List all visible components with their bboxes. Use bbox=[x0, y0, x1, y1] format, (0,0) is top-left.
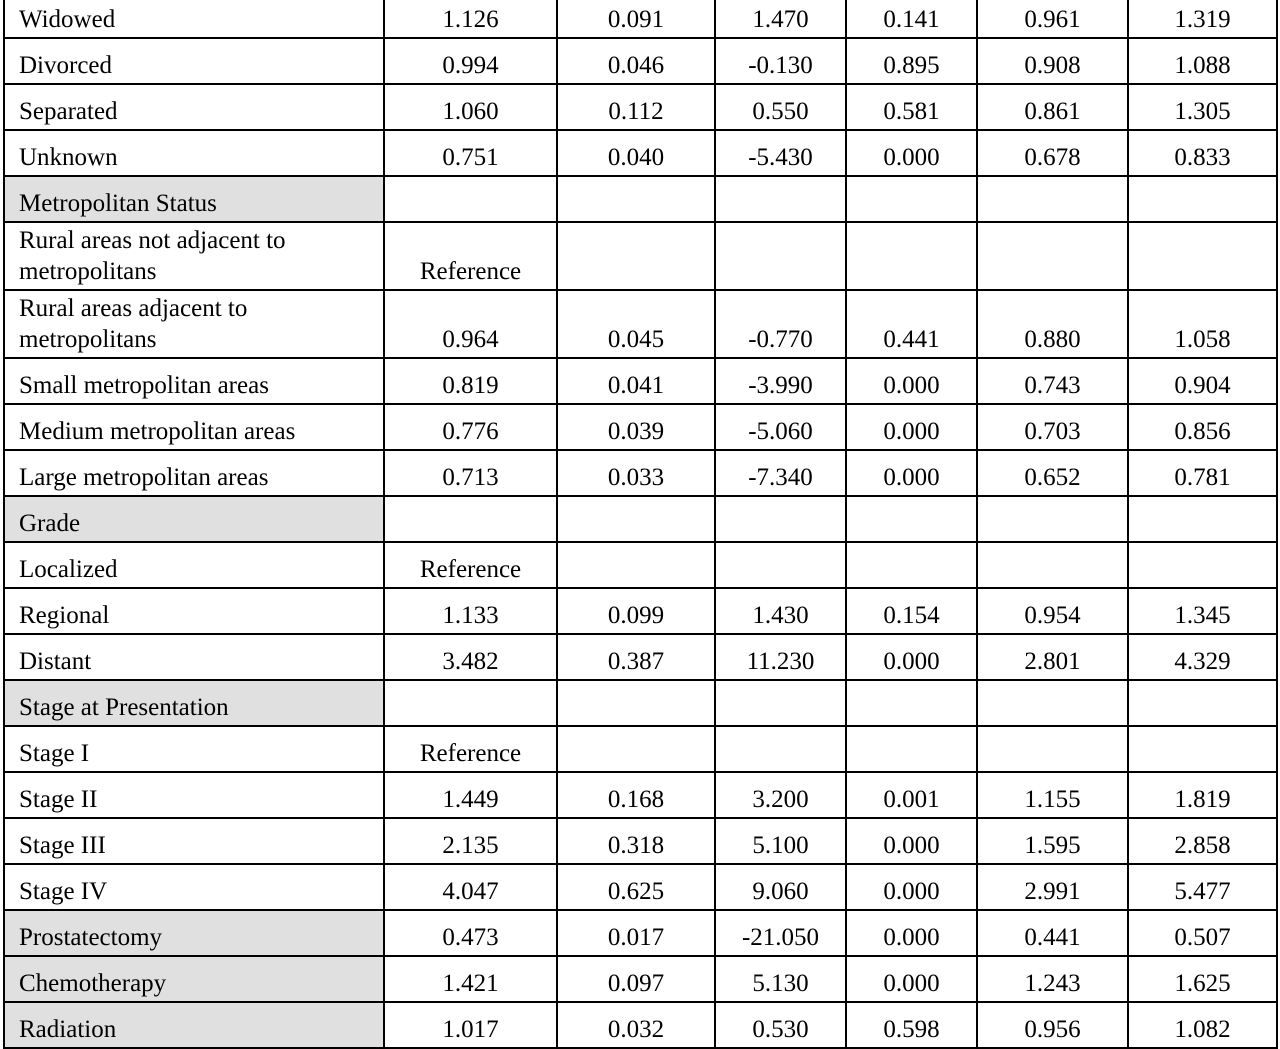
p-value-cell bbox=[846, 496, 977, 542]
regression-table-body bbox=[4, 0, 1277, 1048]
ci-upper-cell: 1.305 bbox=[1128, 84, 1277, 130]
std-err-cell: 0.039 bbox=[557, 404, 715, 450]
z-cell: 3.200 bbox=[715, 772, 846, 818]
z-cell: -3.990 bbox=[715, 358, 846, 404]
std-err-cell bbox=[557, 542, 715, 588]
row-label: Divorced bbox=[4, 38, 384, 84]
table-row bbox=[4, 130, 1277, 176]
std-err-cell: 0.017 bbox=[557, 910, 715, 956]
p-value-cell bbox=[846, 542, 977, 588]
ci-upper-cell: 1.082 bbox=[1128, 1002, 1277, 1048]
p-value-cell: 0.000 bbox=[846, 910, 977, 956]
std-err-cell bbox=[557, 680, 715, 726]
z-cell: -21.050 bbox=[715, 910, 846, 956]
odds-ratio-cell: 1.126 bbox=[384, 0, 557, 38]
odds-ratio-cell: 3.482 bbox=[384, 634, 557, 680]
p-value-cell: 0.441 bbox=[846, 290, 977, 358]
p-value-cell: 0.000 bbox=[846, 864, 977, 910]
p-value-cell: 0.581 bbox=[846, 84, 977, 130]
ci-lower-cell: 0.956 bbox=[977, 1002, 1128, 1048]
ci-upper-cell bbox=[1128, 726, 1277, 772]
std-err-cell: 0.040 bbox=[557, 130, 715, 176]
std-err-cell: 0.032 bbox=[557, 1002, 715, 1048]
z-cell: 11.230 bbox=[715, 634, 846, 680]
row-label: Rural areas adjacent to metropolitans bbox=[4, 290, 384, 358]
odds-ratio-cell bbox=[384, 176, 557, 222]
ci-lower-cell: 2.991 bbox=[977, 864, 1128, 910]
ci-upper-cell: 1.819 bbox=[1128, 772, 1277, 818]
ci-lower-cell: 0.908 bbox=[977, 38, 1128, 84]
p-value-cell: 0.000 bbox=[846, 450, 977, 496]
row-label: Stage IV bbox=[4, 864, 384, 910]
row-label: Small metropolitan areas bbox=[4, 358, 384, 404]
ci-lower-cell: 0.880 bbox=[977, 290, 1128, 358]
p-value-cell: 0.000 bbox=[846, 130, 977, 176]
std-err-cell: 0.168 bbox=[557, 772, 715, 818]
ci-upper-cell: 4.329 bbox=[1128, 634, 1277, 680]
z-cell bbox=[715, 222, 846, 290]
p-value-cell: 0.141 bbox=[846, 0, 977, 38]
row-label: Medium metropolitan areas bbox=[4, 404, 384, 450]
odds-ratio-cell: Reference bbox=[384, 542, 557, 588]
section-label: Chemotherapy bbox=[4, 956, 384, 1002]
row-label: Stage I bbox=[4, 726, 384, 772]
z-cell bbox=[715, 726, 846, 772]
std-err-cell: 0.097 bbox=[557, 956, 715, 1002]
odds-ratio-cell bbox=[384, 496, 557, 542]
row-label: Large metropolitan areas bbox=[4, 450, 384, 496]
ci-lower-cell bbox=[977, 542, 1128, 588]
z-cell: 9.060 bbox=[715, 864, 846, 910]
p-value-cell bbox=[846, 680, 977, 726]
std-err-cell: 0.099 bbox=[557, 588, 715, 634]
ci-upper-cell: 2.858 bbox=[1128, 818, 1277, 864]
std-err-cell: 0.046 bbox=[557, 38, 715, 84]
row-label: Localized bbox=[4, 542, 384, 588]
odds-ratio-cell: 1.133 bbox=[384, 588, 557, 634]
p-value-cell: 0.598 bbox=[846, 1002, 977, 1048]
odds-ratio-cell: 0.473 bbox=[384, 910, 557, 956]
table-row bbox=[4, 358, 1277, 404]
row-label: Rural areas not adjacent to metropolitans bbox=[4, 222, 384, 290]
section-label: Radiation bbox=[4, 1002, 384, 1048]
ci-upper-cell: 0.833 bbox=[1128, 130, 1277, 176]
std-err-cell bbox=[557, 726, 715, 772]
z-cell: -5.060 bbox=[715, 404, 846, 450]
ci-upper-cell: 0.507 bbox=[1128, 910, 1277, 956]
table-row bbox=[4, 222, 1277, 290]
ci-upper-cell: 1.625 bbox=[1128, 956, 1277, 1002]
table-row bbox=[4, 588, 1277, 634]
std-err-cell: 0.041 bbox=[557, 358, 715, 404]
odds-ratio-cell: 0.713 bbox=[384, 450, 557, 496]
p-value-cell bbox=[846, 176, 977, 222]
p-value-cell: 0.000 bbox=[846, 634, 977, 680]
row-label: Distant bbox=[4, 634, 384, 680]
ci-lower-cell: 0.961 bbox=[977, 0, 1128, 38]
p-value-cell bbox=[846, 222, 977, 290]
z-cell: 1.470 bbox=[715, 0, 846, 38]
std-err-cell: 0.625 bbox=[557, 864, 715, 910]
ci-lower-cell: 0.441 bbox=[977, 910, 1128, 956]
section-header-row bbox=[4, 910, 1277, 956]
ci-upper-cell: 5.477 bbox=[1128, 864, 1277, 910]
ci-lower-cell: 1.595 bbox=[977, 818, 1128, 864]
section-header-row bbox=[4, 176, 1277, 222]
ci-lower-cell bbox=[977, 496, 1128, 542]
p-value-cell: 0.895 bbox=[846, 38, 977, 84]
z-cell: 5.130 bbox=[715, 956, 846, 1002]
section-header-row bbox=[4, 680, 1277, 726]
std-err-cell: 0.045 bbox=[557, 290, 715, 358]
odds-ratio-cell: 0.776 bbox=[384, 404, 557, 450]
p-value-cell: 0.000 bbox=[846, 818, 977, 864]
odds-ratio-cell: Reference bbox=[384, 222, 557, 290]
table-row bbox=[4, 542, 1277, 588]
p-value-cell: 0.154 bbox=[846, 588, 977, 634]
ci-upper-cell bbox=[1128, 222, 1277, 290]
z-cell: 5.100 bbox=[715, 818, 846, 864]
ci-lower-cell bbox=[977, 726, 1128, 772]
ci-lower-cell bbox=[977, 680, 1128, 726]
ci-lower-cell: 0.703 bbox=[977, 404, 1128, 450]
odds-ratio-cell: 1.421 bbox=[384, 956, 557, 1002]
table-row bbox=[4, 772, 1277, 818]
std-err-cell bbox=[557, 176, 715, 222]
odds-ratio-cell: 1.060 bbox=[384, 84, 557, 130]
section-label: Stage at Presentation bbox=[4, 680, 384, 726]
section-label: Metropolitan Status bbox=[4, 176, 384, 222]
ci-upper-cell: 0.904 bbox=[1128, 358, 1277, 404]
std-err-cell bbox=[557, 222, 715, 290]
row-label: Stage II bbox=[4, 772, 384, 818]
ci-lower-cell: 1.243 bbox=[977, 956, 1128, 1002]
table-row bbox=[4, 84, 1277, 130]
z-cell: -5.430 bbox=[715, 130, 846, 176]
odds-ratio-cell: 2.135 bbox=[384, 818, 557, 864]
ci-lower-cell: 0.954 bbox=[977, 588, 1128, 634]
odds-ratio-cell: 1.449 bbox=[384, 772, 557, 818]
ci-lower-cell: 1.155 bbox=[977, 772, 1128, 818]
table-row bbox=[4, 864, 1277, 910]
std-err-cell: 0.318 bbox=[557, 818, 715, 864]
std-err-cell: 0.387 bbox=[557, 634, 715, 680]
p-value-cell: 0.000 bbox=[846, 358, 977, 404]
table-row bbox=[4, 38, 1277, 84]
ci-upper-cell bbox=[1128, 680, 1277, 726]
odds-ratio-cell: 0.994 bbox=[384, 38, 557, 84]
p-value-cell: 0.001 bbox=[846, 772, 977, 818]
ci-lower-cell: 0.743 bbox=[977, 358, 1128, 404]
section-header-row bbox=[4, 496, 1277, 542]
row-label: Widowed bbox=[4, 0, 384, 38]
ci-lower-cell: 0.861 bbox=[977, 84, 1128, 130]
table-row bbox=[4, 0, 1277, 38]
ci-lower-cell: 0.652 bbox=[977, 450, 1128, 496]
p-value-cell: 0.000 bbox=[846, 956, 977, 1002]
table-row bbox=[4, 404, 1277, 450]
z-cell: -7.340 bbox=[715, 450, 846, 496]
std-err-cell: 0.112 bbox=[557, 84, 715, 130]
z-cell: 0.530 bbox=[715, 1002, 846, 1048]
regression-table bbox=[3, 0, 1278, 1049]
z-cell: -0.770 bbox=[715, 290, 846, 358]
row-label: Regional bbox=[4, 588, 384, 634]
ci-lower-cell bbox=[977, 176, 1128, 222]
odds-ratio-cell: 0.819 bbox=[384, 358, 557, 404]
z-cell bbox=[715, 496, 846, 542]
z-cell bbox=[715, 176, 846, 222]
std-err-cell bbox=[557, 496, 715, 542]
ci-lower-cell bbox=[977, 222, 1128, 290]
odds-ratio-cell bbox=[384, 680, 557, 726]
ci-upper-cell: 0.781 bbox=[1128, 450, 1277, 496]
std-err-cell: 0.033 bbox=[557, 450, 715, 496]
section-header-row bbox=[4, 1002, 1277, 1048]
ci-upper-cell: 1.345 bbox=[1128, 588, 1277, 634]
z-cell bbox=[715, 542, 846, 588]
row-label: Stage III bbox=[4, 818, 384, 864]
z-cell: 1.430 bbox=[715, 588, 846, 634]
row-label: Unknown bbox=[4, 130, 384, 176]
z-cell: -0.130 bbox=[715, 38, 846, 84]
ci-upper-cell: 0.856 bbox=[1128, 404, 1277, 450]
p-value-cell: 0.000 bbox=[846, 404, 977, 450]
std-err-cell: 0.091 bbox=[557, 0, 715, 38]
odds-ratio-cell: Reference bbox=[384, 726, 557, 772]
odds-ratio-cell: 4.047 bbox=[384, 864, 557, 910]
odds-ratio-cell: 1.017 bbox=[384, 1002, 557, 1048]
ci-upper-cell bbox=[1128, 496, 1277, 542]
table-row bbox=[4, 290, 1277, 358]
ci-lower-cell: 0.678 bbox=[977, 130, 1128, 176]
row-label: Separated bbox=[4, 84, 384, 130]
p-value-cell bbox=[846, 726, 977, 772]
ci-upper-cell bbox=[1128, 542, 1277, 588]
section-label: Prostatectomy bbox=[4, 910, 384, 956]
table-row bbox=[4, 818, 1277, 864]
table-row bbox=[4, 726, 1277, 772]
section-header-row bbox=[4, 956, 1277, 1002]
ci-upper-cell: 1.058 bbox=[1128, 290, 1277, 358]
ci-upper-cell: 1.088 bbox=[1128, 38, 1277, 84]
table-row bbox=[4, 634, 1277, 680]
odds-ratio-cell: 0.751 bbox=[384, 130, 557, 176]
ci-upper-cell: 1.319 bbox=[1128, 0, 1277, 38]
ci-lower-cell: 2.801 bbox=[977, 634, 1128, 680]
section-label: Grade bbox=[4, 496, 384, 542]
z-cell bbox=[715, 680, 846, 726]
odds-ratio-cell: 0.964 bbox=[384, 290, 557, 358]
ci-upper-cell bbox=[1128, 176, 1277, 222]
z-cell: 0.550 bbox=[715, 84, 846, 130]
table-row bbox=[4, 450, 1277, 496]
